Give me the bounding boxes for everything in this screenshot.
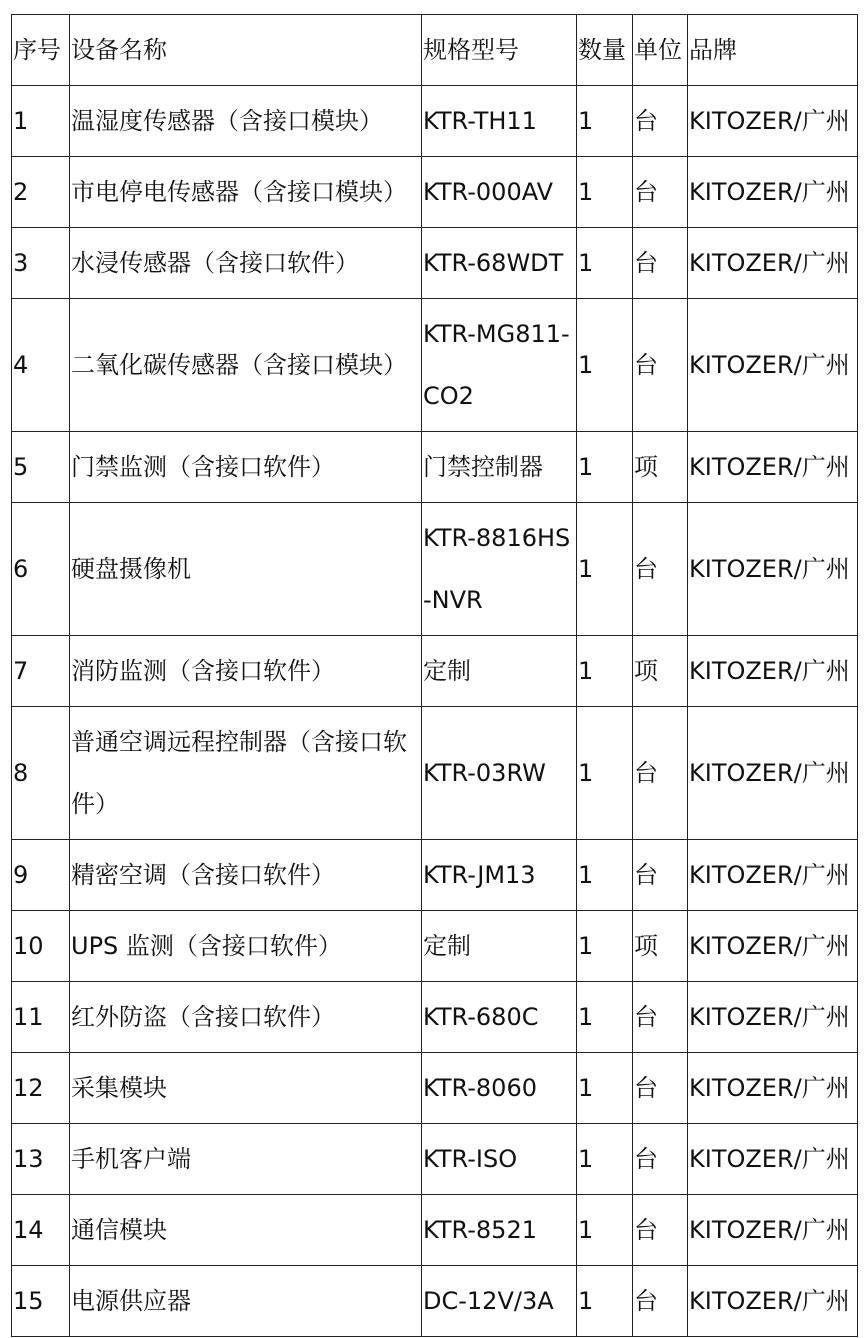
cell-qty: 1: [577, 911, 633, 982]
cell-brand: KITOZER/广州: [688, 636, 858, 707]
cell-name: 采集模块: [70, 1053, 422, 1124]
cell-brand: KITOZER/广州: [688, 86, 858, 157]
table-row: [12, 982, 858, 1053]
cell-name: 手机客户端: [70, 1124, 422, 1195]
cell-no: 11: [12, 982, 70, 1053]
cell-brand: KITOZER/广州: [688, 432, 858, 503]
table-row: [12, 911, 858, 982]
table-row: [12, 1124, 858, 1195]
cell-qty: 1: [577, 157, 633, 228]
cell-no: 10: [12, 911, 70, 982]
cell-model: KTR-ISO: [422, 1124, 577, 1195]
cell-unit: 项: [633, 911, 688, 982]
cell-brand: KITOZER/广州: [688, 228, 858, 299]
cell-unit: 台: [633, 1053, 688, 1124]
cell-qty: 1: [577, 1195, 633, 1266]
cell-name: 精密空调（含接口软件）: [70, 840, 422, 911]
cell-brand: KITOZER/广州: [688, 299, 858, 432]
cell-unit: 台: [633, 157, 688, 228]
table-row: [12, 228, 858, 299]
cell-brand: KITOZER/广州: [688, 840, 858, 911]
cell-brand: KITOZER/广州: [688, 1195, 858, 1266]
cell-unit: 项: [633, 432, 688, 503]
cell-name: UPS 监测（含接口软件）: [70, 911, 422, 982]
cell-unit: 台: [633, 299, 688, 432]
cell-model: KTR-8060: [422, 1053, 577, 1124]
header-brand: 品牌: [688, 15, 858, 86]
cell-qty: 1: [577, 432, 633, 503]
cell-brand: KITOZER/广州: [688, 911, 858, 982]
table-row: [12, 86, 858, 157]
cell-brand: KITOZER/广州: [688, 1124, 858, 1195]
cell-qty: 1: [577, 982, 633, 1053]
cell-qty: 1: [577, 1124, 633, 1195]
cell-qty: 1: [577, 707, 633, 840]
cell-model: KTR-TH11: [422, 86, 577, 157]
cell-unit: 项: [633, 636, 688, 707]
table-header: [12, 15, 858, 86]
header-no: 序号: [12, 15, 70, 86]
cell-brand: KITOZER/广州: [688, 1053, 858, 1124]
cell-model: KTR-8816HS-NVR: [422, 503, 577, 636]
cell-no: 14: [12, 1195, 70, 1266]
cell-qty: 1: [577, 1266, 633, 1337]
cell-qty: 1: [577, 1053, 633, 1124]
cell-no: 7: [12, 636, 70, 707]
cell-unit: 台: [633, 86, 688, 157]
table-row: [12, 432, 858, 503]
cell-unit: 台: [633, 982, 688, 1053]
table-row: [12, 1195, 858, 1266]
cell-model: 定制: [422, 636, 577, 707]
cell-unit: 台: [633, 1124, 688, 1195]
cell-name: 温湿度传感器（含接口模块）: [70, 86, 422, 157]
cell-model: KTR-000AV: [422, 157, 577, 228]
cell-unit: 台: [633, 1195, 688, 1266]
header-qty: 数量: [577, 15, 633, 86]
table-body: [12, 86, 858, 1337]
cell-brand: KITOZER/广州: [688, 157, 858, 228]
cell-qty: 1: [577, 840, 633, 911]
cell-qty: 1: [577, 228, 633, 299]
cell-unit: 台: [633, 707, 688, 840]
cell-brand: KITOZER/广州: [688, 1266, 858, 1337]
table-row: [12, 707, 858, 840]
cell-name: 门禁监测（含接口软件）: [70, 432, 422, 503]
cell-name: 普通空调远程控制器（含接口软件）: [70, 707, 422, 840]
cell-name: 市电停电传感器（含接口模块）: [70, 157, 422, 228]
table-row: [12, 1266, 858, 1337]
cell-name: 消防监测（含接口软件）: [70, 636, 422, 707]
cell-model: 门禁控制器: [422, 432, 577, 503]
cell-no: 4: [12, 299, 70, 432]
cell-unit: 台: [633, 503, 688, 636]
cell-brand: KITOZER/广州: [688, 982, 858, 1053]
cell-qty: 1: [577, 86, 633, 157]
cell-model: KTR-8521: [422, 1195, 577, 1266]
cell-no: 6: [12, 503, 70, 636]
header-unit: 单位: [633, 15, 688, 86]
cell-no: 12: [12, 1053, 70, 1124]
cell-model: KTR-68WDT: [422, 228, 577, 299]
cell-qty: 1: [577, 636, 633, 707]
table-row: [12, 840, 858, 911]
cell-name: 电源供应器: [70, 1266, 422, 1337]
cell-model: 定制: [422, 911, 577, 982]
cell-no: 9: [12, 840, 70, 911]
cell-qty: 1: [577, 299, 633, 432]
cell-model: KTR-MG811-CO2: [422, 299, 577, 432]
cell-no: 5: [12, 432, 70, 503]
cell-model: DC-12V/3A: [422, 1266, 577, 1337]
header-row: [12, 15, 858, 86]
cell-no: 2: [12, 157, 70, 228]
cell-unit: 台: [633, 840, 688, 911]
cell-qty: 1: [577, 503, 633, 636]
cell-no: 8: [12, 707, 70, 840]
cell-unit: 台: [633, 1266, 688, 1337]
table-row: [12, 299, 858, 432]
cell-name: 硬盘摄像机: [70, 503, 422, 636]
table-row: [12, 503, 858, 636]
cell-brand: KITOZER/广州: [688, 503, 858, 636]
cell-no: 3: [12, 228, 70, 299]
equipment-table: [11, 14, 858, 1337]
cell-no: 1: [12, 86, 70, 157]
cell-no: 15: [12, 1266, 70, 1337]
cell-name: 二氧化碳传感器（含接口模块）: [70, 299, 422, 432]
cell-model: KTR-03RW: [422, 707, 577, 840]
cell-name: 红外防盗（含接口软件）: [70, 982, 422, 1053]
cell-unit: 台: [633, 228, 688, 299]
header-name: 设备名称: [70, 15, 422, 86]
table-row: [12, 157, 858, 228]
cell-brand: KITOZER/广州: [688, 707, 858, 840]
cell-no: 13: [12, 1124, 70, 1195]
header-model: 规格型号: [422, 15, 577, 86]
table-row: [12, 1053, 858, 1124]
cell-name: 通信模块: [70, 1195, 422, 1266]
cell-model: KTR-680C: [422, 982, 577, 1053]
cell-name: 水浸传感器（含接口软件）: [70, 228, 422, 299]
cell-model: KTR-JM13: [422, 840, 577, 911]
table-row: [12, 636, 858, 707]
